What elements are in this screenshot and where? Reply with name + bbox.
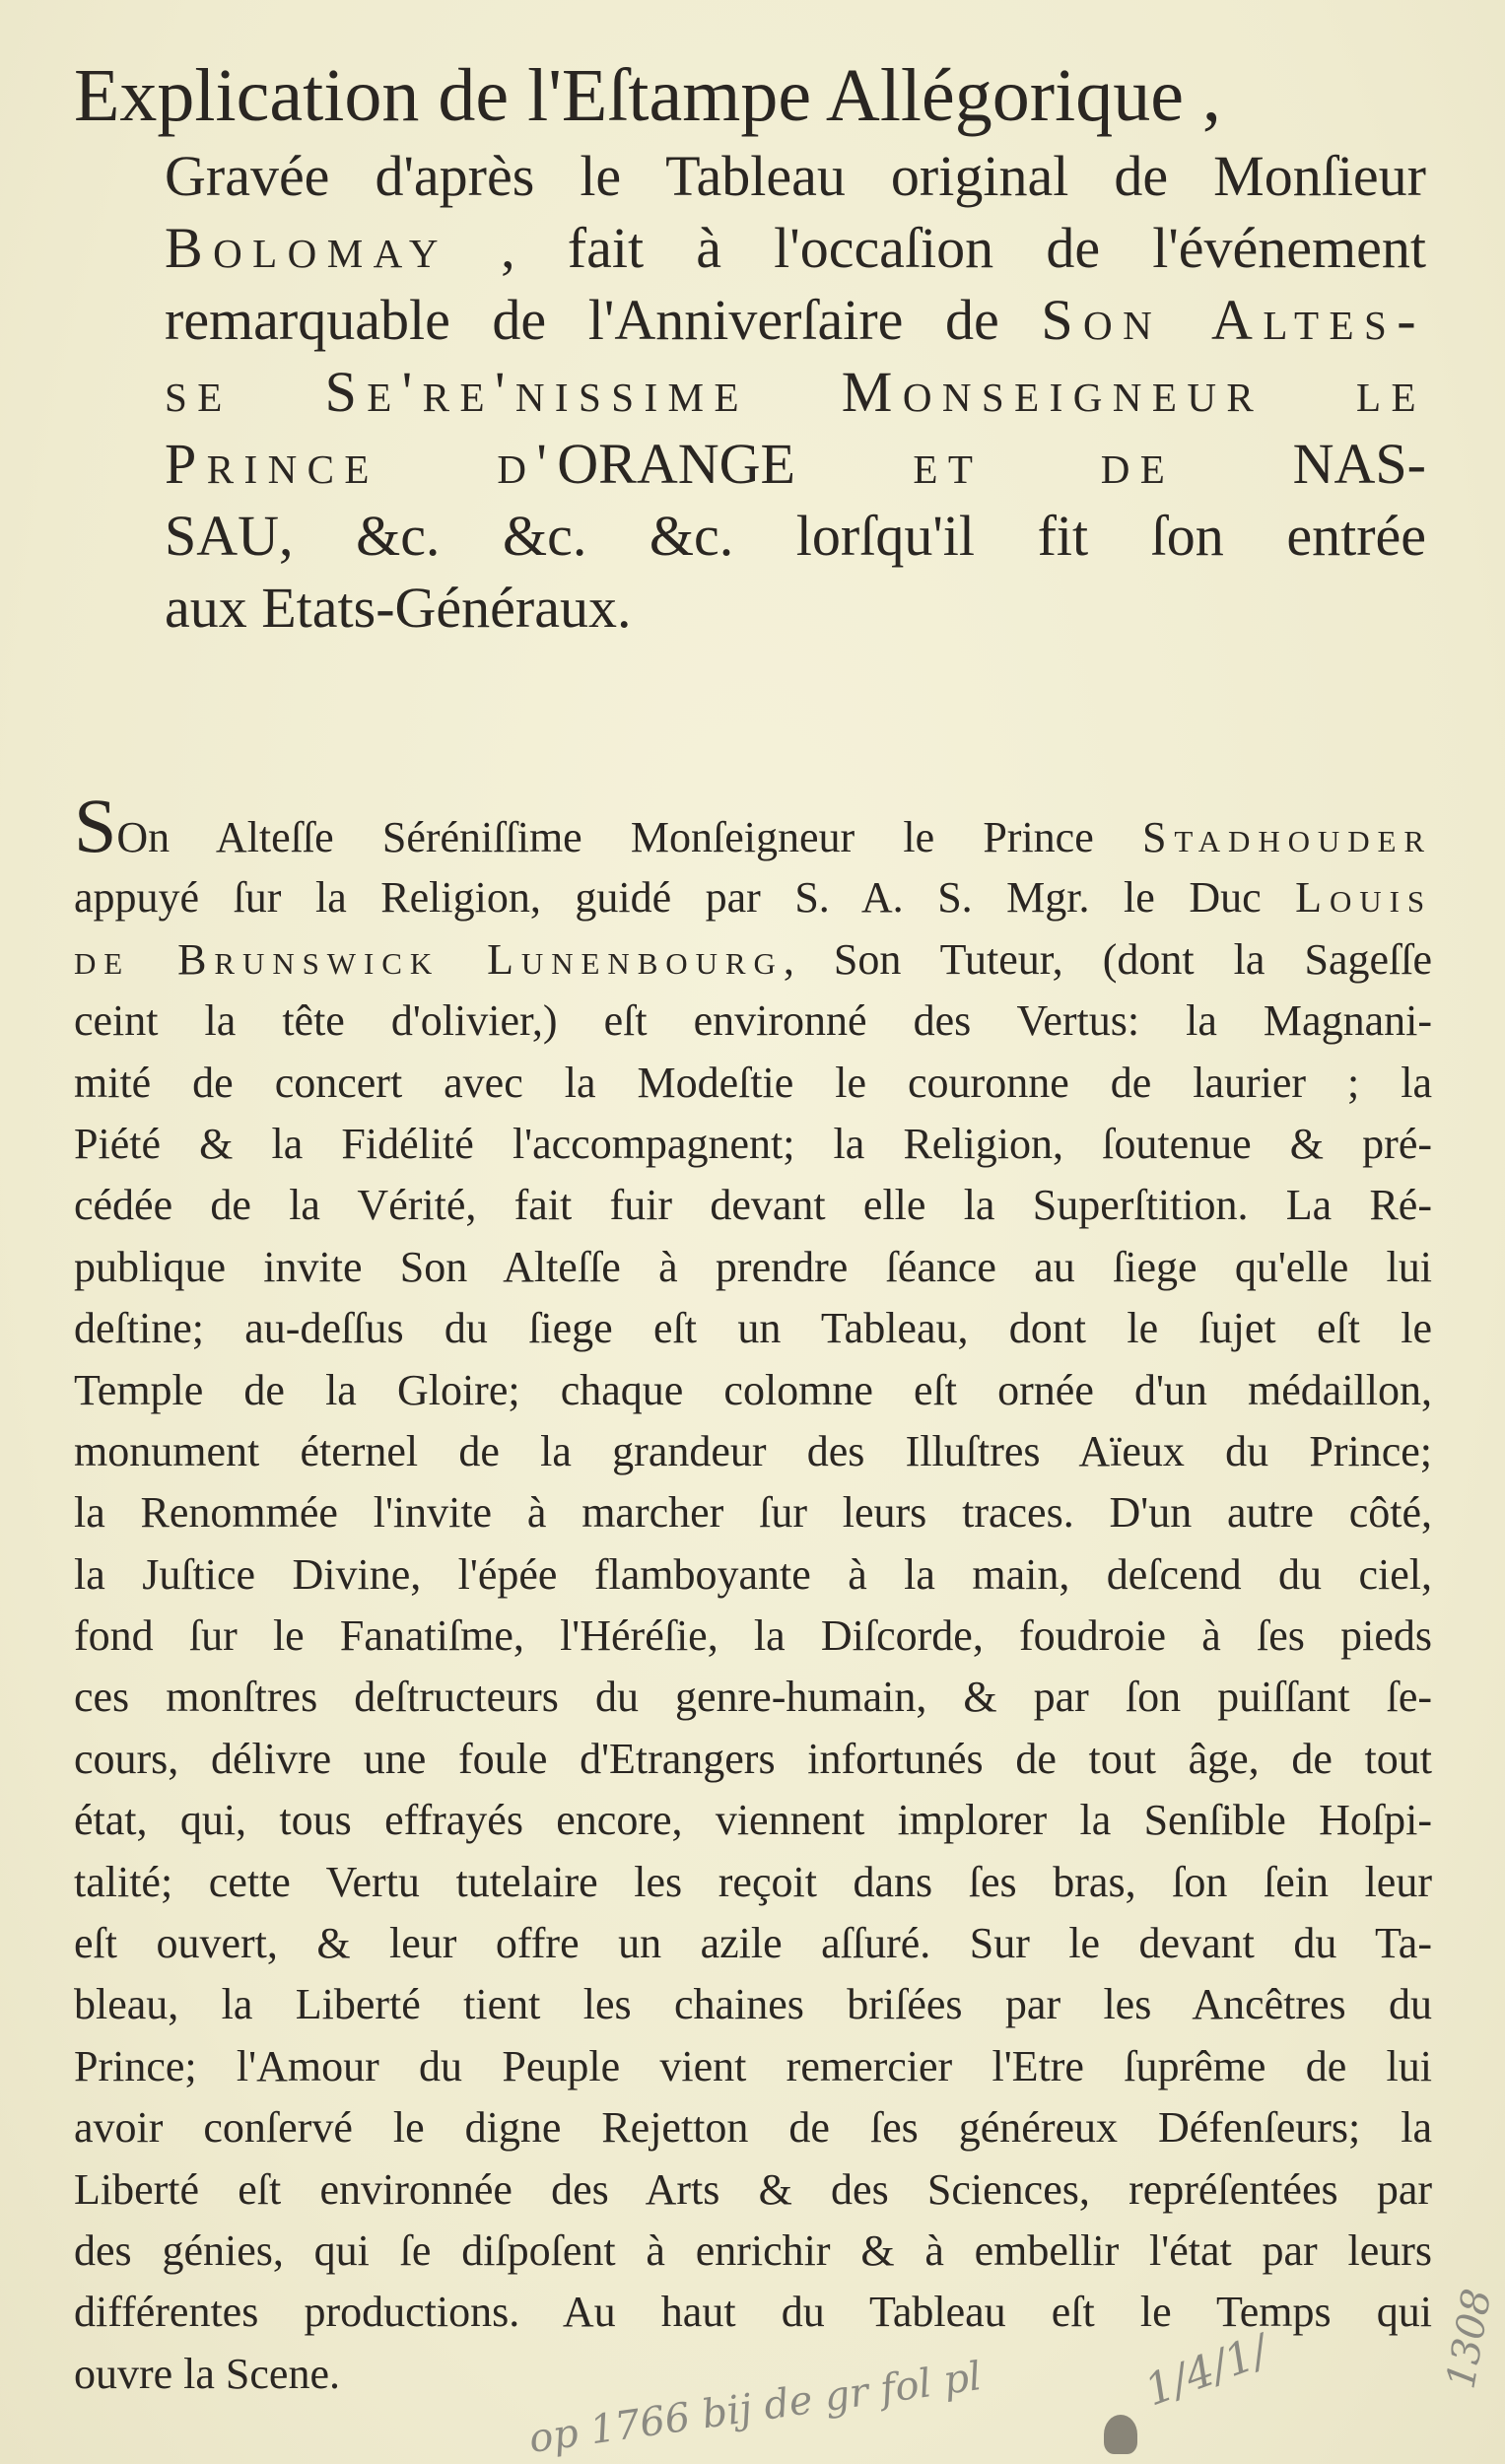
heading-line bbox=[165, 140, 1426, 212]
body-line bbox=[74, 991, 1432, 1052]
text-segment: Explication de l'Eſtampe Allégorique , bbox=[74, 54, 1221, 137]
small-caps-text: Stadhouder bbox=[1141, 813, 1432, 861]
heading-line bbox=[165, 500, 1426, 572]
drop-cap: S bbox=[74, 783, 117, 868]
text-segment: Prince; l'Amour du Peuple vient remercier l'Etre ſuprême de lui bbox=[74, 2041, 1432, 2090]
small-caps-text: Son Altes- bbox=[1041, 288, 1427, 352]
handwritten-catalog-note: op 1766 bij de gr fol pl bbox=[526, 2354, 985, 2462]
text-segment: état, qui, tous effrayés encore, viennent implorer la Senſible Hoſpi- bbox=[74, 1796, 1432, 1845]
body-line bbox=[74, 867, 1432, 928]
body-line bbox=[74, 783, 1432, 868]
ink-blot bbox=[1104, 2415, 1137, 2454]
body-line bbox=[74, 1360, 1432, 1421]
heading-line bbox=[165, 356, 1426, 428]
text-segment: eſt ouvert, & leur offre un azile aſſuré. Sur le devant du Ta- bbox=[74, 1919, 1432, 1968]
body-line bbox=[74, 1237, 1432, 1298]
body-line bbox=[74, 1482, 1432, 1543]
document-title bbox=[74, 51, 1434, 140]
text-segment: la Juſtice Divine, l'épée flamboyante à la main, deſcend du ciel, bbox=[74, 1549, 1432, 1599]
text-segment: appuyé ſur la Religion, guidé par S. A. S. Mgr. le Duc bbox=[74, 873, 1296, 923]
text-segment: ces monſtres deſtructeurs du genre-humain, & par ſon puiſſant ſe- bbox=[74, 1673, 1432, 1722]
body-line bbox=[74, 1974, 1432, 2035]
text-segment: talité; cette Vertu tutelaire les reçoit dans ſes bras, ſon ſein leur bbox=[74, 1857, 1432, 1906]
heading-line bbox=[165, 428, 1426, 500]
body-line bbox=[74, 2097, 1432, 2158]
text-segment: , fait à l'occaſion de l'événement bbox=[447, 216, 1426, 280]
text-segment: monument éternel de la grandeur des Illuſtres Aïeux du Prince; bbox=[74, 1426, 1432, 1475]
small-caps-text: Bolomay bbox=[165, 216, 448, 280]
body-line bbox=[74, 2221, 1432, 2282]
text-segment: SAU, &c. &c. &c. lorſqu'il fit ſon entrée bbox=[165, 504, 1426, 568]
small-caps-text: et de bbox=[794, 432, 1293, 496]
text-segment: ORANGE bbox=[557, 432, 795, 496]
body-line bbox=[74, 1790, 1432, 1851]
small-caps-text: de Brunswick Lunenbourg bbox=[74, 934, 784, 984]
body-line bbox=[74, 1667, 1432, 1728]
text-segment: fond ſur le Fanatiſme, l'Héréſie, la Diſcorde, foudroie à ſes pieds bbox=[74, 1611, 1432, 1661]
body-line bbox=[74, 1298, 1432, 1359]
text-segment: différentes productions. Au haut du Tableau eſt le Temps qui bbox=[74, 2288, 1432, 2337]
small-caps-text: se Se're'nissime Monseigneur le bbox=[165, 360, 1426, 424]
text-segment: ceint la tête d'olivier,) eſt environné des Vertus: la Magnani- bbox=[74, 996, 1432, 1046]
document-body bbox=[74, 783, 1432, 2405]
text-segment: cédée de la Vérité, fait fuir devant elle la Superſtition. La Ré- bbox=[74, 1181, 1432, 1230]
text-segment: deſtine; au-deſſus du ſiege eſt un Tableau, dont le ſujet eſt le bbox=[74, 1304, 1432, 1353]
body-line bbox=[74, 2036, 1432, 2097]
text-segment: Liberté eſt environnée des Arts & des Sciences, repréſentées par bbox=[74, 2164, 1432, 2214]
body-line bbox=[74, 1175, 1432, 1236]
body-line bbox=[74, 1913, 1432, 1974]
body-line bbox=[74, 929, 1432, 991]
small-caps-text: d' bbox=[497, 432, 558, 496]
text-segment: cours, délivre une foule d'Etrangers infortunés de tout âge, de tout bbox=[74, 1734, 1432, 1783]
heading-line bbox=[165, 212, 1426, 284]
heading-line bbox=[165, 572, 1426, 644]
text-segment: bleau, la Liberté tient les chaines briſées par les Ancêtres du bbox=[74, 1980, 1432, 2029]
text-segment: Gravée d'après le Tableau original de Monſieur bbox=[165, 144, 1426, 208]
text-segment: aux Etats-Généraux. bbox=[165, 576, 632, 640]
body-line bbox=[74, 1053, 1432, 1114]
small-caps-text: Louis bbox=[1295, 873, 1432, 923]
handwritten-pencil-mark: 1/4/1/ bbox=[1138, 2325, 1275, 2417]
body-line bbox=[74, 1729, 1432, 1790]
body-line bbox=[74, 1544, 1432, 1606]
heading-line bbox=[165, 284, 1426, 356]
body-line bbox=[74, 1114, 1432, 1175]
body-line bbox=[74, 2159, 1432, 2221]
body-line bbox=[74, 1852, 1432, 1913]
body-line bbox=[74, 2282, 1432, 2343]
text-segment: mité de concert avec la Modeſtie le couronne de laurier ; la bbox=[74, 1058, 1432, 1107]
text-segment: NAS- bbox=[1292, 432, 1426, 496]
body-line bbox=[74, 1421, 1432, 1482]
text-segment: Temple de la Gloire; chaque colomne eſt ornée d'un médaillon, bbox=[74, 1365, 1432, 1414]
text-segment: publique invite Son Alteſſe à prendre ſéance au ſiege qu'elle lui bbox=[74, 1242, 1432, 1291]
text-segment: des génies, qui ſe diſpoſent à enrichir & à embellir l'état par leurs bbox=[74, 2225, 1432, 2275]
document-subtitle bbox=[165, 140, 1426, 644]
text-segment: Piété & la Fidélité l'accompagnent; la Religion, ſoutenue & pré- bbox=[74, 1119, 1432, 1168]
text-segment: On Alteſſe Séréniſſime Monſeigneur le Prince bbox=[116, 813, 1142, 861]
body-line bbox=[74, 1606, 1432, 1667]
text-segment: remarquable de l'Anniverſaire de bbox=[165, 288, 1042, 352]
text-segment: avoir conſervé le digne Rejetton de ſes généreux Défenſeurs; la bbox=[74, 2103, 1432, 2153]
text-segment: , Son Tuteur, (dont la Sageſſe bbox=[783, 934, 1432, 984]
text-segment: la Renommée l'invite à marcher ſur leurs traces. D'un autre côté, bbox=[74, 1488, 1432, 1538]
text-segment: ouvre la Scene. bbox=[74, 2349, 340, 2398]
handwritten-number: 1308 bbox=[1438, 2285, 1501, 2393]
small-caps-text: Prince bbox=[165, 432, 498, 496]
title-line bbox=[74, 51, 1434, 140]
